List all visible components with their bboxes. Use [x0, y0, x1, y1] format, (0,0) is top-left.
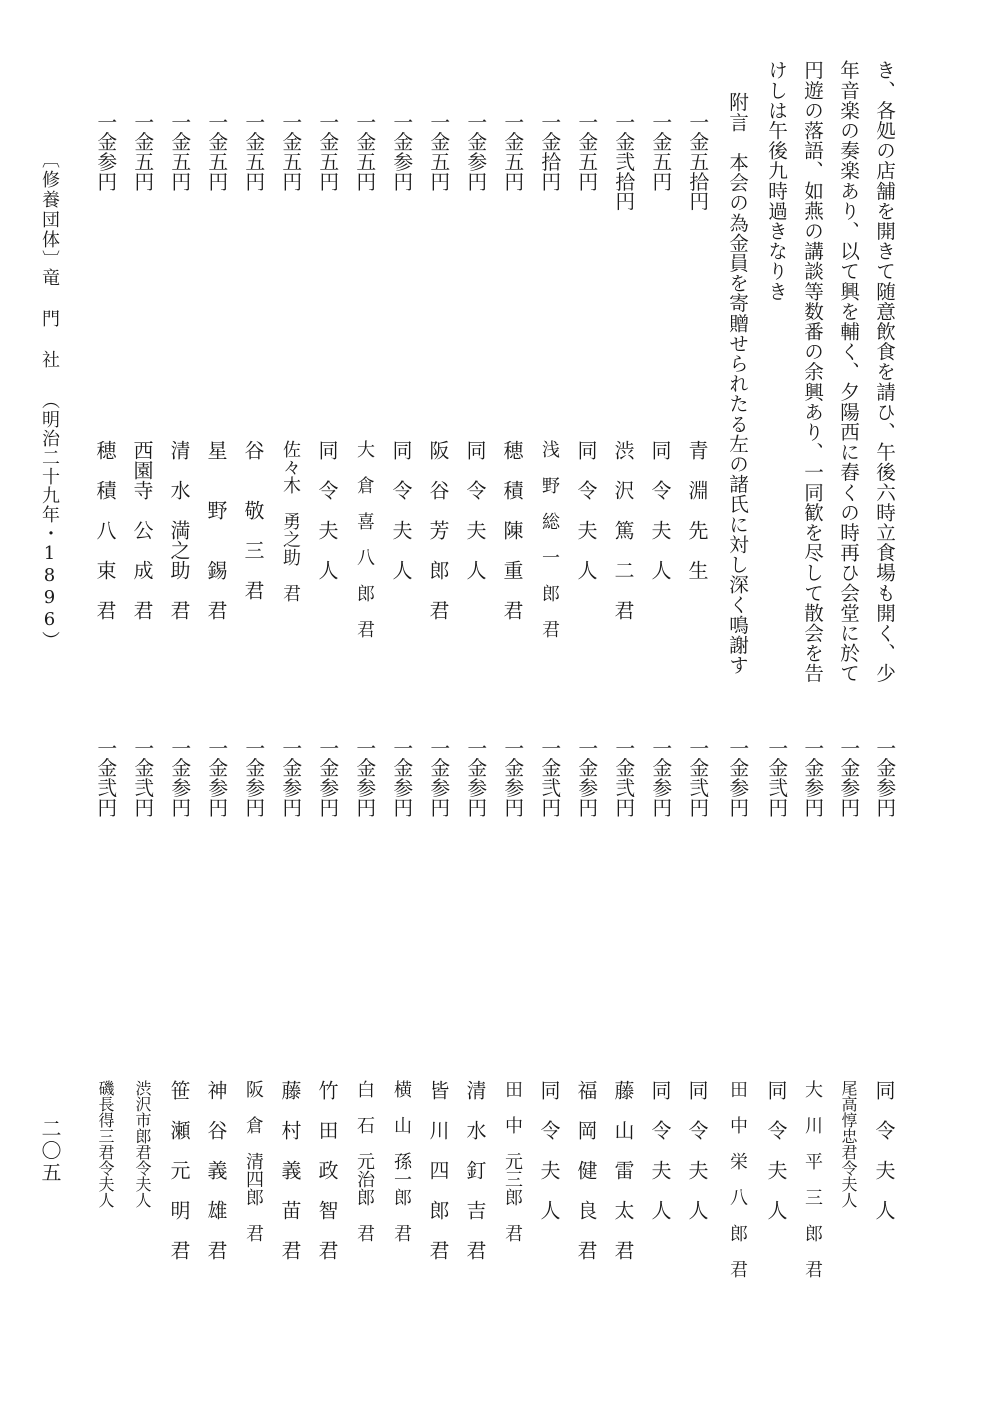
- donor-name: 皆 川 四 郎 君: [426, 1080, 450, 1260]
- donor-amount: 一金参円: [93, 112, 117, 192]
- donor-name: 竹 田 政 智 君: [315, 1080, 339, 1260]
- donor-amount: 一金参円: [389, 738, 413, 818]
- donor-name: 大 川 平 三 郎 君: [802, 1080, 823, 1278]
- donor-amount: 一金五円: [204, 112, 228, 192]
- donor-amount: 一金参円: [872, 738, 896, 818]
- donor-amount: 一金五円: [574, 112, 598, 192]
- donor-name: 浅 野 総 一 郎 君: [539, 440, 560, 638]
- donor-name: 清 水 釘 吉 君: [463, 1080, 487, 1260]
- donor-name: 同 令 夫 人: [463, 440, 487, 580]
- donor-amount: 一金五円: [167, 112, 191, 192]
- donor-name: 青 淵 先 生: [685, 440, 709, 580]
- donor-name: 神 谷 義 雄 君: [204, 1080, 228, 1260]
- donor-amount: 一金五円: [648, 112, 672, 192]
- donor-name: 大 倉 喜 八 郎 君: [354, 440, 375, 638]
- donor-amount: 一金五拾円: [685, 112, 709, 211]
- donor-amount: 一金五円: [241, 112, 265, 192]
- donor-name: 藤 山 雷 太 君: [611, 1080, 635, 1260]
- donor-name: 同 令 夫 人: [389, 440, 413, 580]
- donor-name: 同 令 夫 人: [872, 1080, 896, 1220]
- donor-amount: 一金参円: [836, 738, 860, 818]
- donor-amount: 一金五円: [315, 112, 339, 192]
- donor-name: 星 野 錫 君: [204, 440, 228, 620]
- donor-name: 佐々木 勇之助 君: [280, 440, 301, 602]
- donor-name: 西園寺 公 成 君: [130, 440, 154, 620]
- donor-amount: 一金参円: [574, 738, 598, 818]
- donor-amount: 一金参円: [426, 738, 450, 818]
- donor-name: 白 石 元治郎 君: [354, 1080, 375, 1242]
- donor-amount: 一金弐円: [93, 738, 117, 818]
- donor-name: 同 令 夫 人: [574, 440, 598, 580]
- donor-amount: 一金参円: [352, 738, 376, 818]
- running-title: 竜 門 社 （明治二十九年・1896）: [39, 268, 60, 650]
- donor-name: 渋沢市郎君令夫人: [133, 1080, 152, 1208]
- donor-name: 同 令 夫 人: [648, 1080, 672, 1220]
- donor-amount: 一金参円: [463, 738, 487, 818]
- donor-amount: 一金五円: [500, 112, 524, 192]
- donor-name: 田 中 元三郎 君: [502, 1080, 523, 1242]
- paragraph-line: 円遊の落語、如燕の講談等数番の余興あり、一同歓を尽して散会を告: [800, 60, 824, 684]
- donor-amount: 一金参円: [648, 738, 672, 818]
- donor-amount: 一金拾円: [537, 112, 561, 192]
- donor-amount: 一金参円: [389, 112, 413, 192]
- donor-name: 磯長得三君令夫人: [96, 1080, 115, 1208]
- donor-name: 同 令 夫 人: [537, 1080, 561, 1220]
- donor-amount: 一金五円: [352, 112, 376, 192]
- donor-name: 同 令 夫 人: [685, 1080, 709, 1220]
- donor-amount: 一金参円: [500, 738, 524, 818]
- page-number: 二〇五: [38, 1118, 62, 1184]
- paragraph-line: き、各処の店舗を開きて随意飲食を請ひ、午後六時立食場も開く、少: [872, 60, 896, 684]
- donor-name: 同 令 夫 人: [764, 1080, 788, 1220]
- donor-name: 渋 沢 篤 二 君: [611, 440, 635, 620]
- donor-name: 田 中 栄 八 郎 君: [727, 1080, 748, 1278]
- donor-amount: 一金弐円: [537, 738, 561, 818]
- donor-name: 穂 積 八 束 君: [93, 440, 117, 620]
- donor-amount: 一金五円: [130, 112, 154, 192]
- donor-amount: 一金参円: [463, 112, 487, 192]
- donor-amount: 一金参円: [204, 738, 228, 818]
- donor-name: 藤 村 義 苗 君: [278, 1080, 302, 1260]
- donor-amount: 一金弐拾円: [611, 112, 635, 211]
- donor-amount: 一金弐円: [685, 738, 709, 818]
- paragraph-line: 年音楽の奏楽あり、以て興を輔く、夕陽西に舂くの時再ひ会堂に於て: [836, 60, 860, 684]
- donor-amount: 一金弐円: [130, 738, 154, 818]
- donor-amount: 一金参円: [167, 738, 191, 818]
- donor-name: 福 岡 健 良 君: [574, 1080, 598, 1260]
- donor-amount: 一金五円: [278, 112, 302, 192]
- donor-amount: 一金弐円: [764, 738, 788, 818]
- donor-amount: 一金弐円: [611, 738, 635, 818]
- donor-amount: 一金参円: [725, 738, 749, 818]
- donor-name: 笹 瀬 元 明 君: [167, 1080, 191, 1260]
- donor-amount: 一金参円: [241, 738, 265, 818]
- donor-amount: 一金参円: [800, 738, 824, 818]
- donor-amount: 一金参円: [315, 738, 339, 818]
- donor-name: 谷 敬 三 君: [241, 440, 265, 600]
- donor-name: 同 令 夫 人: [648, 440, 672, 580]
- donor-name: 阪 谷 芳 郎 君: [426, 440, 450, 620]
- donor-name: 同 令 夫 人: [315, 440, 339, 580]
- donor-name: 尾高惇忠君令夫人: [839, 1080, 858, 1208]
- donor-name: 穂 積 陳 重 君: [500, 440, 524, 620]
- appendix-note: 附言 本会の為金員を寄贈せられたる左の諸氏に対し深く鳴謝す: [725, 92, 749, 675]
- donor-amount: 一金五円: [426, 112, 450, 192]
- section-label: 〔修養団体〕: [39, 150, 60, 270]
- paragraph-line: けしは午後九時過きなりき: [764, 60, 788, 302]
- donor-amount: 一金参円: [278, 738, 302, 818]
- donor-name: 阪 倉 清四郎 君: [243, 1080, 264, 1242]
- donor-name: 清 水 満之助 君: [167, 440, 191, 620]
- donor-name: 横 山 孫一郎 君: [391, 1080, 412, 1242]
